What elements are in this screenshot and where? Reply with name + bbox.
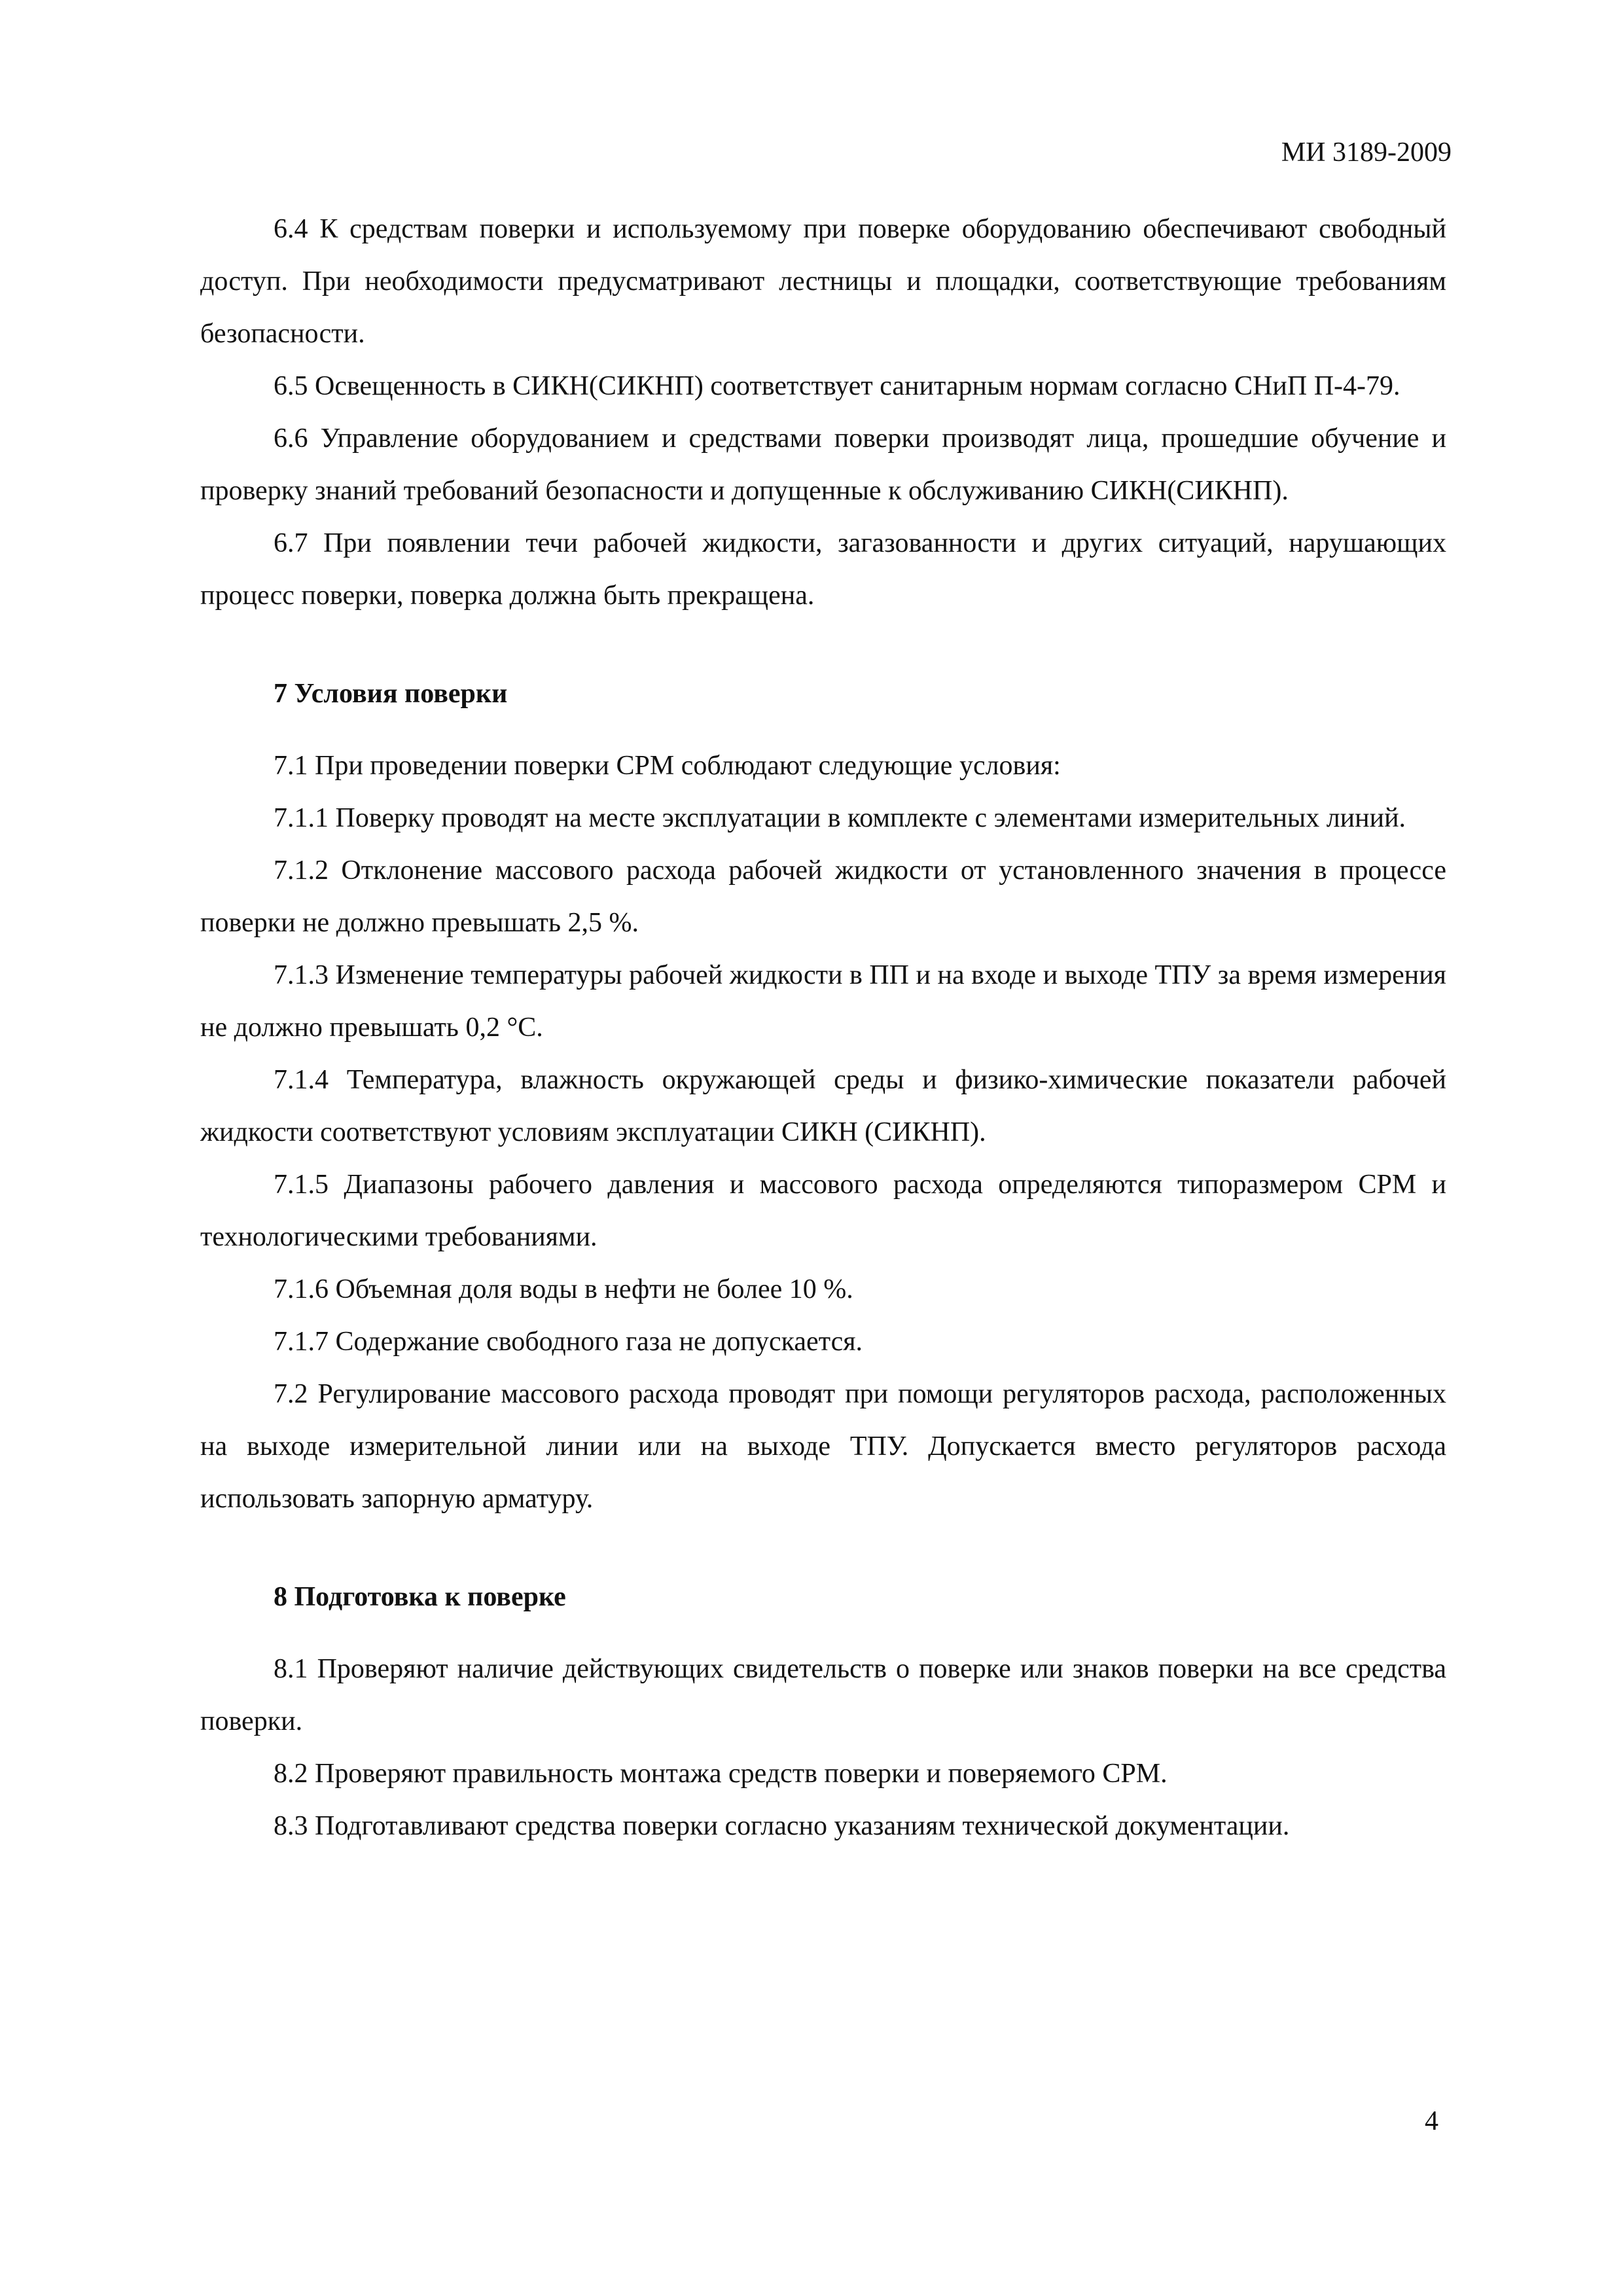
paragraph-7-1-4: 7.1.4 Температура, влажность окружающей среды и физико-химические показатели рабочей жидкости соответствуют условиям эксплуатации СИКН (СИКНП). xyxy=(200,1065,1446,1147)
paragraph-6-6: 6.6 Управление оборудованием и средствами поверки производят лица, прошедшие обучение и проверку знаний требований безопасности и допущенные к обслуживанию СИКН(СИКНП). xyxy=(200,423,1446,506)
page-number: 4 xyxy=(1425,2106,1438,2136)
paragraph-7-1-5: 7.1.5 Диапазоны рабочего давления и массового расхода определяются типоразмером СРМ и технологическими требованиями. xyxy=(200,1170,1446,1252)
paragraph-6-7: 6.7 При появлении течи рабочей жидкости, загазованности и других ситуаций, нарушающих процесс поверки, поверка должна быть прекращена. xyxy=(200,528,1446,611)
paragraph-7-1-7: 7.1.7 Содержание свободного газа не допускается. xyxy=(274,1327,863,1357)
paragraph-7-1-6: 7.1.6 Объемная доля воды в нефти не более 10 %. xyxy=(274,1274,853,1304)
paragraph-8-1: 8.1 Проверяют наличие действующих свидетельств о поверке или знаков поверки на все средства поверки. xyxy=(200,1654,1446,1736)
paragraph-8-2: 8.2 Проверяют правильность монтажа средств поверки и поверяемого СРМ. xyxy=(274,1759,1168,1789)
paragraph-8-3: 8.3 Подготавливают средства поверки согласно указаниям технической документации. xyxy=(274,1811,1290,1841)
paragraph-6-5: 6.5 Освещенность в СИКН(СИКНП) соответствует санитарным нормам согласно СНиП П-4-79. xyxy=(274,371,1400,401)
document-code: МИ 3189-2009 xyxy=(1281,137,1452,168)
paragraph-7-2: 7.2 Регулирование массового расхода проводят при помощи регуляторов расхода, расположенных на выходе измерительной линии или на выходе ТПУ. Допускается вместо регуляторов расхода использовать запорную арматуру. xyxy=(200,1379,1446,1514)
paragraph-7-1-2: 7.1.2 Отклонение массового расхода рабочей жидкости от установленного значения в процессе поверки не должно превышать 2,5 %. xyxy=(200,855,1446,938)
paragraph-7-1-3: 7.1.3 Изменение температуры рабочей жидкости в ПП и на входе и выходе ТПУ за время измерения не должно превышать 0,2 °С. xyxy=(200,960,1446,1043)
paragraph-7-1: 7.1 При проведении поверки СРМ соблюдают следующие условия: xyxy=(274,751,1061,781)
paragraph-6-4: 6.4 К средствам поверки и используемому при поверке оборудованию обеспечивают свободный доступ. При необходимости предусматривают лестницы и площадки, соответствующие требованиям безопасности. xyxy=(200,214,1446,349)
section-8-heading: 8 Подготовка к поверке xyxy=(274,1582,566,1612)
paragraph-7-1-1: 7.1.1 Поверку проводят на месте эксплуатации в комплекте с элементами измерительных линий. xyxy=(274,803,1406,833)
section-7-heading: 7 Условия поверки xyxy=(274,679,508,709)
page-content xyxy=(200,203,1446,1852)
